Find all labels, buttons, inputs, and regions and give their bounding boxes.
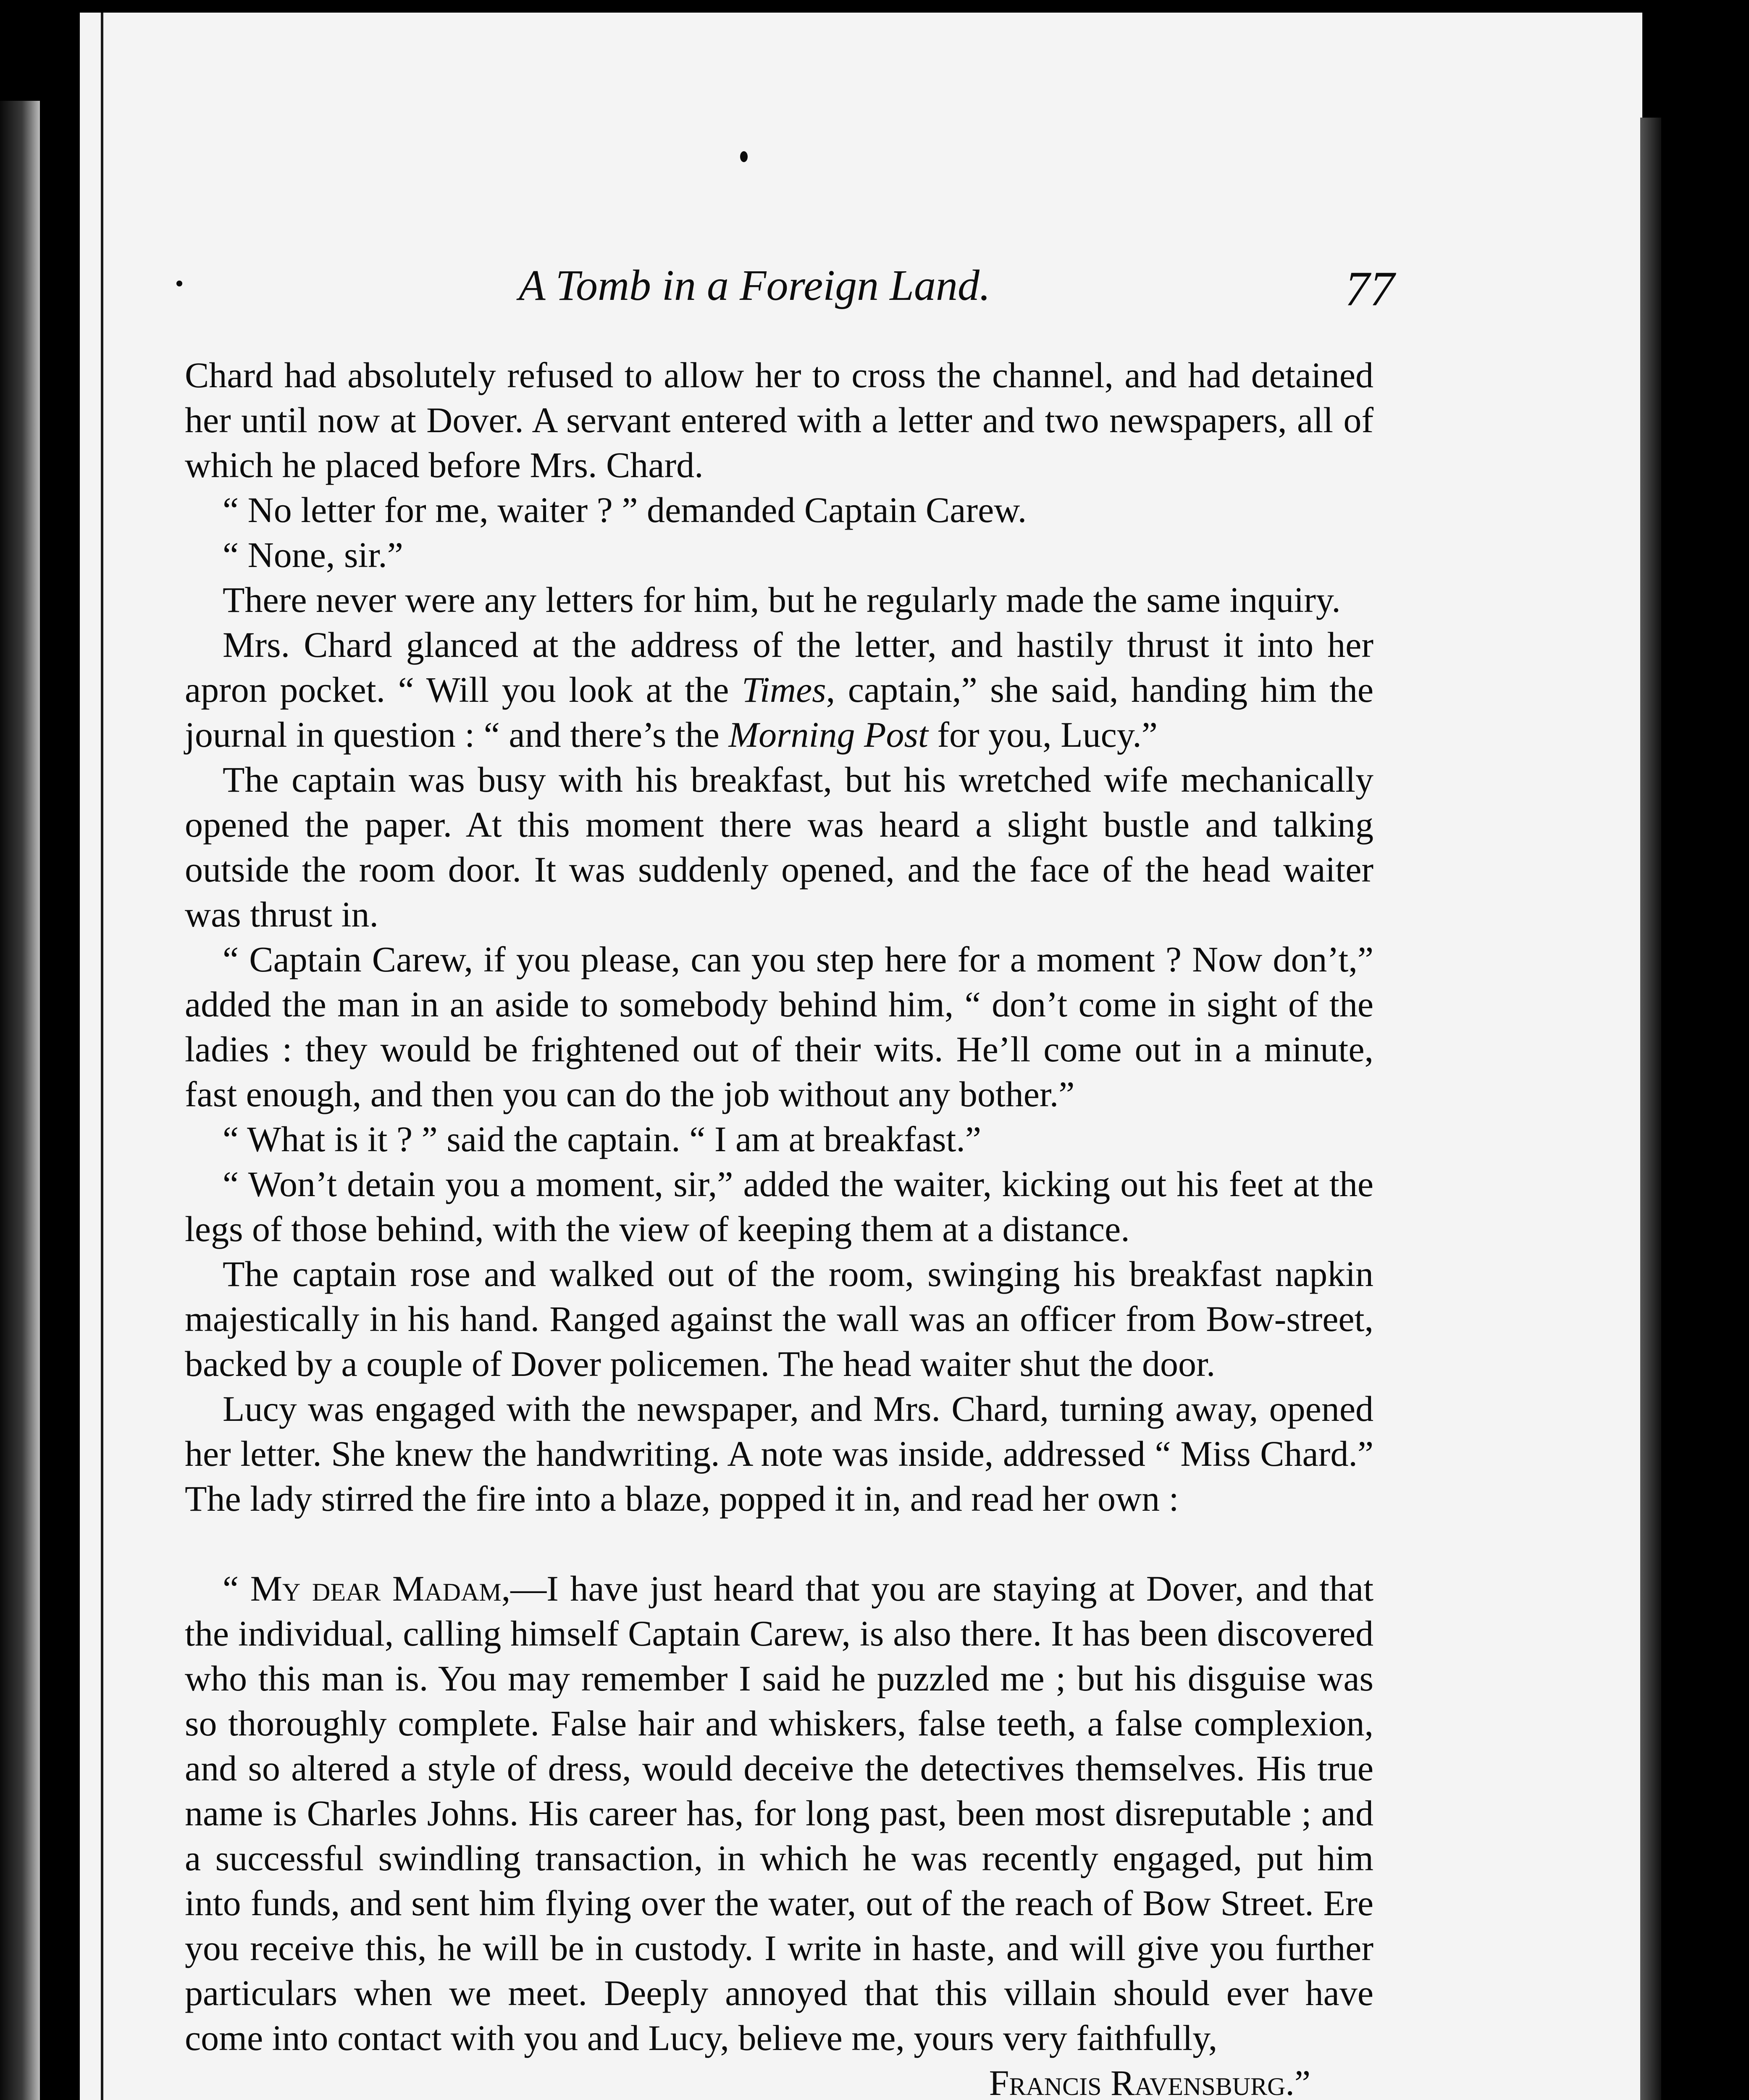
paragraph: There never were any letters for him, but he regularly made the same inquiry. [223,580,1341,620]
paragraph-text: , captain,” she said, handing him the journal in question : “ and there’s the [185,669,1374,755]
print-speck [740,151,748,162]
paragraph: “ Captain Carew, if you please, can you step here for a moment ? Now don’t,” added the man in an aside to somebody behind him, “ don’t come in sight of the ladies : they would be frightened out of their wits. He’ll come out in a minute, fast enough, and then you can do the job without any bother.” [185,939,1373,1114]
paragraph-text: Mrs. Chard glanced at the address of the letter, and hastily thrust it into her apron pocket. “ Will you look at the [185,625,1373,710]
paragraph: Lucy was engaged with the newspaper, and Mrs. Chard, turning away, opened her letter. She knew the handwriting. A note was inside, addressed “ Miss Chard.” The lady stirred the fire into a blaze, popped it in, and read her own : [185,1389,1373,1519]
paragraph: “ No letter for me, waiter ? ” demanded Captain Carew. [223,490,1027,530]
page-shadow [1640,118,1661,2100]
page-gutter-line [101,13,103,2100]
newspaper-title: Times [741,669,826,710]
letter-salutation: “ My dear Madam, [223,1568,511,1609]
running-title: A Tomb in a Foreign Land. [519,261,990,310]
letter-body: —I have just heard that you are staying at Dover, and that the individual, calling himself Captain Carew, is also there. It has been discovered who this man is. You may remember I said he puzzled me ; but his disguise was so thoroughly complete. False hair and whiskers, false teeth, a false complexion, and so altered a style of dress, would deceive the detectives themselves. His true name is Charles Johns. His career has, for long past, been most disreputable ; and a successful swindling transaction, in which he was recently engaged, put him into funds, and sent him flying over the water, out of the reach of Bow Street. Ere you receive this, he will be in custody. I write in haste, and will give you further particulars when we meet. Deeply annoyed that this villain should ever have come into contact with you and Lucy, believe me, yours very faithfully, [185,1568,1373,2058]
paragraph: Chard had absolutely refused to allow her to cross the channel, and had detained her until now at Dover. A servant entered with a letter and two newspapers, all of which he placed before Mrs. Chard. [185,355,1373,485]
paragraph: The captain rose and walked out of the room, swinging his breakfast napkin majestically in his hand. Ranged against the wall was an officer from Bow-street, backed by a couple of Dover policemen. The head waiter shut the door. [185,1254,1373,1384]
paragraph-text: for you, Lucy.” [928,714,1158,755]
left-page-edge [0,101,40,2100]
paragraph: “ None, sir.” [223,535,403,575]
page-number: 77 [1345,261,1394,316]
paragraph [185,622,1373,757]
print-speck [176,281,182,286]
paragraph: “ Won’t detain you a moment, sir,” added the waiter, kicking out his feet at the legs of those behind, with the view of keeping them at a distance. [185,1164,1373,1249]
letter [185,1566,1373,2100]
page-body [185,353,1373,2100]
letter-signature: Francis Ravensburg.” [989,2063,1310,2100]
section-gap [185,1521,1373,1566]
page-header [185,260,1394,319]
paragraph: The captain was busy with his breakfast, but his wretched wife mechanically opened the paper. At this moment there was heard a slight bustle and talking outside the room door. It was suddenly opened, and the face of the head waiter was thrust in. [185,759,1373,934]
paragraph: “ What is it ? ” said the captain. “ I am at breakfast.” [223,1119,981,1159]
newspaper-title: Morning Post [728,714,928,755]
